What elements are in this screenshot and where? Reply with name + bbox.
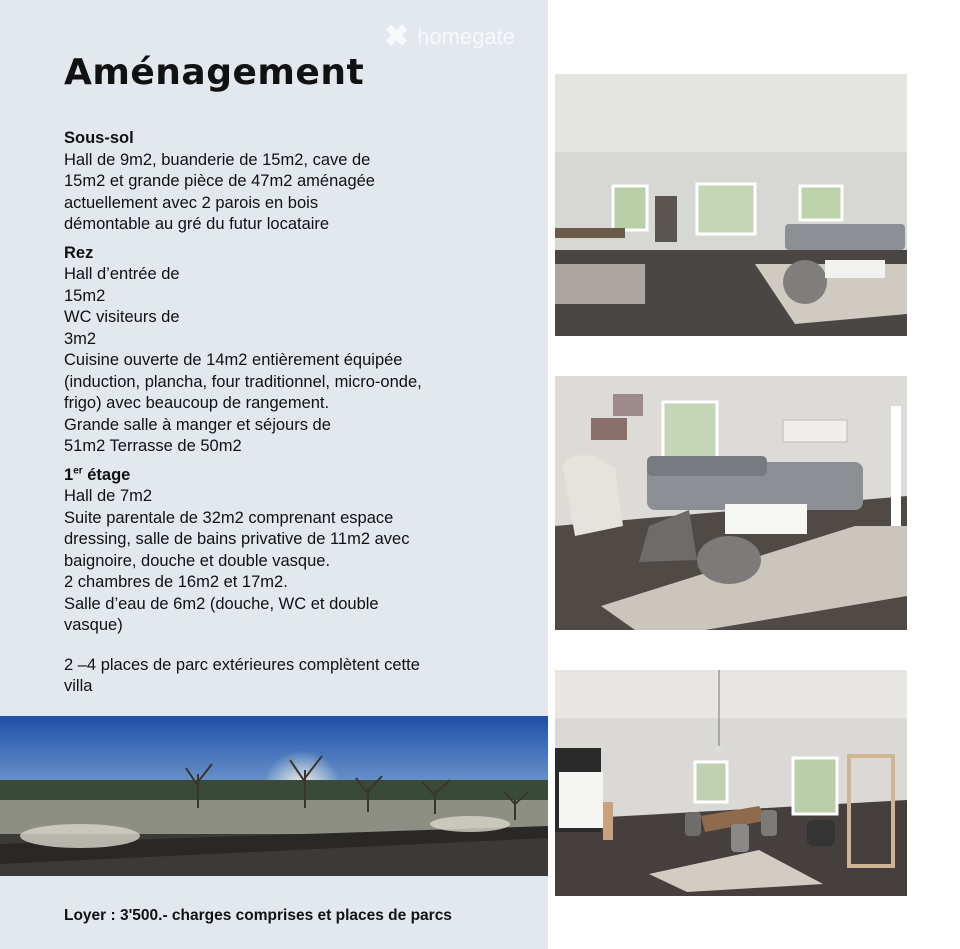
section-title-rest: étage	[82, 465, 131, 484]
text-line: baignoire, douche et double vasque.	[64, 551, 331, 570]
section-title-number: 1	[64, 465, 74, 484]
section-sous-sol	[64, 128, 504, 236]
section-title	[64, 465, 504, 487]
text-line: dressing, salle de bains privative de 11m2 avec	[64, 530, 410, 548]
text-line: frigo) avec beaucoup de rangement.	[64, 394, 330, 412]
text-line: Grande salle à manger et séjours de	[64, 415, 331, 434]
text-line: 2 –4 places de parc extérieures complètent cette	[64, 655, 420, 674]
homegate-watermark	[384, 22, 515, 52]
panorama-landscape-photo	[0, 716, 548, 876]
parking-note	[64, 655, 504, 698]
text-line: actuellement avec 2 parois en bois	[64, 193, 319, 212]
text-line: Suite parentale de 32m2 comprenant espace	[64, 508, 394, 527]
living-room-photo-2	[555, 376, 907, 630]
section-rez	[64, 243, 504, 458]
section-title-superscript: er	[73, 465, 83, 476]
rent-footer: Loyer : 3'500.- charges comprises et places de parcs	[64, 907, 452, 924]
section-title: Sous-sol	[64, 129, 134, 147]
text-line: Cuisine ouverte de 14m2 entièrement équipée	[64, 351, 403, 369]
text-line: Salle d’eau de 6m2 (douche, WC et double	[64, 594, 379, 613]
text-line: (induction, plancha, four traditionnel, micro-onde,	[64, 372, 422, 391]
section-title: Rez	[64, 243, 94, 262]
living-room-photo-1	[555, 74, 907, 336]
text-line: 15m2	[64, 286, 106, 305]
section-premier-etage	[64, 465, 504, 637]
text-line: 3m2	[64, 329, 97, 348]
text-line: villa	[64, 677, 93, 695]
dining-room-photo	[555, 670, 907, 896]
layout-description	[64, 128, 504, 705]
text-line: vasque)	[64, 616, 123, 634]
text-line: Hall de 9m2, buanderie de 15m2, cave de	[64, 150, 371, 169]
text-line: WC visiteurs de	[64, 308, 180, 326]
page-title: Aménagement	[64, 52, 365, 93]
text-line: 15m2 et grande pièce de 47m2 aménagée	[64, 172, 375, 190]
text-line: 51m2 Terrasse de 50m2	[64, 437, 242, 455]
text-line: 2 chambres de 16m2 et 17m2.	[64, 573, 288, 591]
text-line: démontable au gré du futur locataire	[64, 215, 330, 233]
close-x-icon: ✖	[384, 20, 410, 53]
watermark-text: homegate	[417, 24, 515, 49]
text-line: Hall de 7m2	[64, 487, 153, 505]
text-line: Hall d’entrée de	[64, 265, 180, 283]
